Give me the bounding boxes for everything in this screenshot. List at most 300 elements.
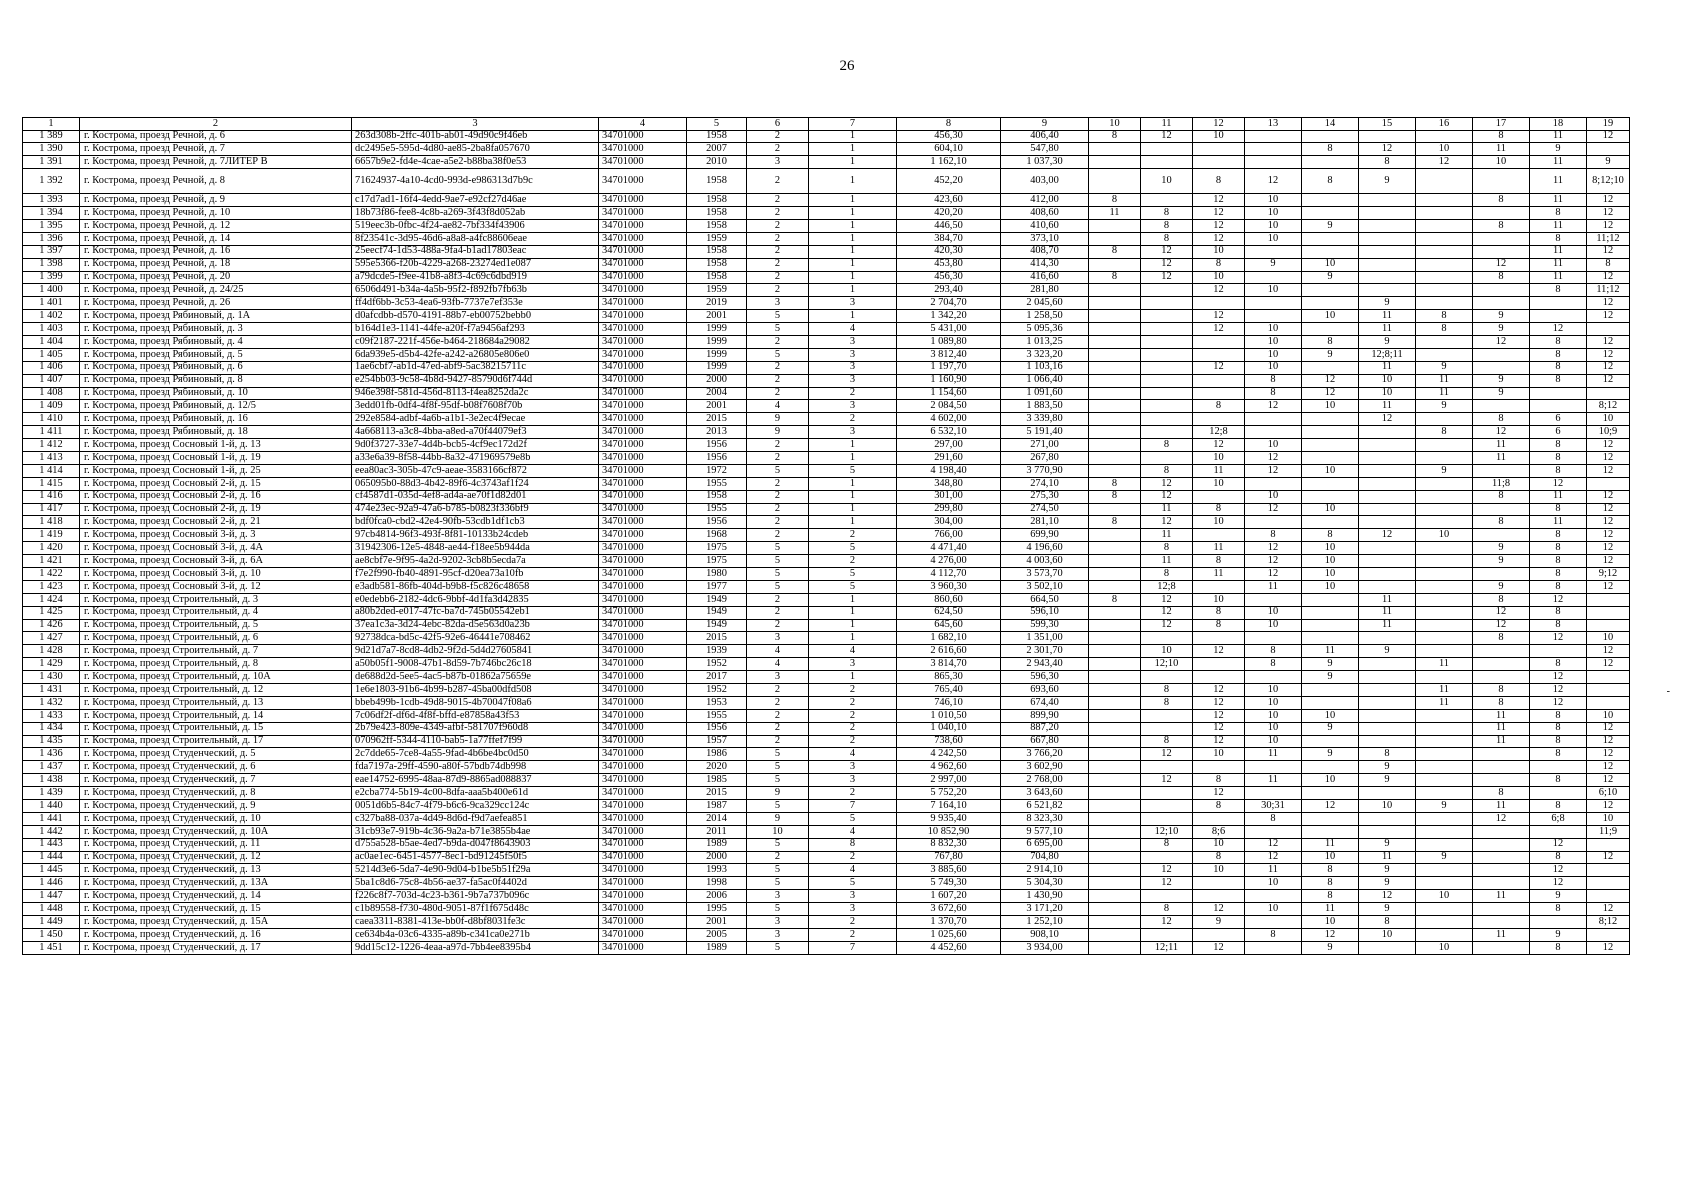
table-cell-col-8: 4 112,70 (897, 568, 1001, 581)
table-cell-col-3: 37ea1c3a-3d24-4ebc-82da-d5e563d0a23b (352, 619, 599, 632)
table-cell-col-15: 10 (1359, 928, 1416, 941)
table-cell-col-8: 2 616,60 (897, 645, 1001, 658)
table-cell-col-14 (1302, 684, 1359, 697)
table-cell-col-6: 2 (747, 503, 809, 516)
table-cell-col-7: 5 (809, 580, 897, 593)
table-cell-col-19: 12 (1587, 722, 1630, 735)
column-header-3: 3 (352, 118, 599, 131)
table-cell-col-16 (1416, 490, 1473, 503)
table-cell-col-14 (1302, 825, 1359, 838)
table-cell-col-18: 11 (1530, 194, 1587, 207)
table-cell-col-9: 406,40 (1001, 130, 1089, 143)
table-cell-col-4: 34701000 (599, 555, 687, 568)
table-cell-col-4: 34701000 (599, 219, 687, 232)
column-header-5: 5 (687, 118, 747, 131)
table-cell-col-7: 3 (809, 903, 897, 916)
table-cell-col-10: 8 (1089, 516, 1141, 529)
table-cell-col-17: 11 (1473, 709, 1530, 722)
table-cell-col-15 (1359, 658, 1416, 671)
table-cell-col-19: 12 (1587, 800, 1630, 813)
table-cell-col-5: 1939 (687, 645, 747, 658)
table-cell-col-15: 9 (1359, 169, 1416, 194)
table-cell-col-6: 3 (747, 156, 809, 169)
table-cell-col-10 (1089, 851, 1141, 864)
table-cell-col-5: 1956 (687, 516, 747, 529)
table-cell-col-7: 1 (809, 516, 897, 529)
table-cell-col-9: 2 045,60 (1001, 297, 1089, 310)
table-cell-col-9: 1 066,40 (1001, 374, 1089, 387)
table-cell-col-14: 9 (1302, 748, 1359, 761)
table-cell-col-13: 10 (1245, 735, 1302, 748)
table-cell-col-18: 12 (1530, 684, 1587, 697)
table-row (23, 335, 1630, 348)
table-cell-col-5: 1956 (687, 722, 747, 735)
table-row (23, 800, 1630, 813)
table-cell-col-4: 34701000 (599, 877, 687, 890)
table-cell-col-7: 5 (809, 812, 897, 825)
table-cell-col-5: 2019 (687, 297, 747, 310)
table-row (23, 864, 1630, 877)
table-cell-col-17: 8 (1473, 696, 1530, 709)
table-cell-col-1: 1 410 (23, 413, 80, 426)
table-cell-col-10 (1089, 297, 1141, 310)
table-cell-col-19 (1587, 671, 1630, 684)
table-cell-col-9: 887,20 (1001, 722, 1089, 735)
table-cell-col-12: 10 (1193, 864, 1245, 877)
column-header-2: 2 (80, 118, 352, 131)
table-cell-col-5: 2015 (687, 413, 747, 426)
table-cell-col-11 (1141, 671, 1193, 684)
table-cell-col-5: 1956 (687, 451, 747, 464)
table-cell-col-3: f7e2f990-fb40-4891-95cf-d20ea73a10fb (352, 568, 599, 581)
table-cell-col-11 (1141, 761, 1193, 774)
table-cell-col-8: 291,60 (897, 451, 1001, 464)
table-cell-col-10 (1089, 606, 1141, 619)
table-cell-col-14 (1302, 413, 1359, 426)
table-cell-col-15: 11 (1359, 310, 1416, 323)
table-cell-col-19 (1587, 143, 1630, 156)
table-cell-col-2: г. Кострома, проезд Строительный, д. 12 (80, 684, 352, 697)
table-cell-col-14: 11 (1302, 838, 1359, 851)
table-cell-col-10 (1089, 825, 1141, 838)
table-cell-col-2: г. Кострома, проезд Студенческий, д. 13 (80, 864, 352, 877)
table-cell-col-11: 8 (1141, 464, 1193, 477)
table-cell-col-11 (1141, 194, 1193, 207)
column-header-18: 18 (1530, 118, 1587, 131)
table-cell-col-16 (1416, 916, 1473, 929)
table-cell-col-3: eea80ac3-305b-47c9-aeae-3583166cf872 (352, 464, 599, 477)
table-cell-col-15: 12 (1359, 529, 1416, 542)
table-cell-col-19: 11;9 (1587, 825, 1630, 838)
table-cell-col-11: 8 (1141, 838, 1193, 851)
table-cell-col-13 (1245, 916, 1302, 929)
table-row (23, 374, 1630, 387)
column-header-16: 16 (1416, 118, 1473, 131)
table-cell-col-7: 3 (809, 761, 897, 774)
table-cell-col-11: 8 (1141, 207, 1193, 220)
table-cell-col-4: 34701000 (599, 477, 687, 490)
table-cell-col-4: 34701000 (599, 348, 687, 361)
table-cell-col-8: 6 532,10 (897, 426, 1001, 439)
table-cell-col-15: 10 (1359, 800, 1416, 813)
table-cell-col-7: 4 (809, 864, 897, 877)
table-cell-col-3: 3edd01fb-0df4-4f8f-95df-b08f7608f70b (352, 400, 599, 413)
table-cell-col-13: 8 (1245, 529, 1302, 542)
table-cell-col-1: 1 417 (23, 503, 80, 516)
table-cell-col-13: 10 (1245, 684, 1302, 697)
table-cell-col-7: 1 (809, 130, 897, 143)
table-cell-col-19: 10 (1587, 632, 1630, 645)
table-cell-col-6: 4 (747, 645, 809, 658)
table-cell-col-7: 2 (809, 851, 897, 864)
table-cell-col-8: 4 242,50 (897, 748, 1001, 761)
table-cell-col-15 (1359, 580, 1416, 593)
table-cell-col-19 (1587, 696, 1630, 709)
table-cell-col-2: г. Кострома, проезд Студенческий, д. 8 (80, 787, 352, 800)
table-cell-col-2: г. Кострома, проезд Строительный, д. 15 (80, 722, 352, 735)
table-cell-col-18: 11 (1530, 271, 1587, 284)
table-cell-col-18 (1530, 645, 1587, 658)
table-cell-col-10 (1089, 310, 1141, 323)
table-cell-col-5: 1986 (687, 748, 747, 761)
table-cell-col-15: 11 (1359, 361, 1416, 374)
table-cell-col-9: 899,90 (1001, 709, 1089, 722)
table-cell-col-10 (1089, 335, 1141, 348)
table-cell-col-14: 8 (1302, 864, 1359, 877)
table-cell-col-7: 5 (809, 464, 897, 477)
table-cell-col-3: 474e23ec-92a9-47a6-b785-b0823f336bf9 (352, 503, 599, 516)
table-cell-col-13 (1245, 941, 1302, 954)
table-cell-col-8: 1 162,10 (897, 156, 1001, 169)
table-cell-col-5: 2000 (687, 851, 747, 864)
table-cell-col-3: 18b73f86-fee8-4c8b-a269-3f43f8d052ab (352, 207, 599, 220)
table-cell-col-19: 9 (1587, 156, 1630, 169)
table-cell-col-17: 11 (1473, 928, 1530, 941)
table-cell-col-16 (1416, 542, 1473, 555)
table-cell-col-6: 5 (747, 903, 809, 916)
table-cell-col-2: г. Кострома, проезд Строительный, д. 14 (80, 709, 352, 722)
table-cell-col-11: 8 (1141, 439, 1193, 452)
table-cell-col-4: 34701000 (599, 684, 687, 697)
table-cell-col-10 (1089, 348, 1141, 361)
table-cell-col-1: 1 442 (23, 825, 80, 838)
table-cell-col-7: 4 (809, 645, 897, 658)
table-cell-col-12: 8 (1193, 258, 1245, 271)
table-cell-col-11: 11 (1141, 555, 1193, 568)
table-cell-col-5: 1958 (687, 490, 747, 503)
table-cell-col-15: 12 (1359, 143, 1416, 156)
table-cell-col-14: 10 (1302, 774, 1359, 787)
table-cell-col-12: 10 (1193, 245, 1245, 258)
table-cell-col-9: 5 191,40 (1001, 426, 1089, 439)
table-cell-col-3: 263d308b-2ffc-401b-ab01-49d90c9f46eb (352, 130, 599, 143)
table-cell-col-7: 1 (809, 207, 897, 220)
table-cell-col-18: 8 (1530, 619, 1587, 632)
table-cell-col-2: г. Кострома, проезд Рябиновый, д. 5 (80, 348, 352, 361)
table-cell-col-5: 2001 (687, 310, 747, 323)
table-cell-col-9: 1 037,30 (1001, 156, 1089, 169)
table-cell-col-16 (1416, 645, 1473, 658)
table-cell-col-1: 1 431 (23, 684, 80, 697)
table-cell-col-1: 1 403 (23, 323, 80, 336)
table-cell-col-13 (1245, 413, 1302, 426)
table-row (23, 130, 1630, 143)
table-cell-col-9: 547,80 (1001, 143, 1089, 156)
table-cell-col-19: 9;12 (1587, 568, 1630, 581)
table-cell-col-4: 34701000 (599, 297, 687, 310)
table-cell-col-1: 1 418 (23, 516, 80, 529)
table-cell-col-4: 34701000 (599, 413, 687, 426)
table-cell-col-1: 1 404 (23, 335, 80, 348)
table-cell-col-18: 8 (1530, 941, 1587, 954)
table-cell-col-3: 31cb93e7-919b-4c36-9a2a-b71e3855b4ae (352, 825, 599, 838)
table-row (23, 684, 1630, 697)
table-cell-col-8: 860,60 (897, 593, 1001, 606)
table-row (23, 194, 1630, 207)
table-cell-col-6: 5 (747, 774, 809, 787)
table-cell-col-2: г. Кострома, проезд Речной, д. 26 (80, 297, 352, 310)
table-cell-col-1: 1 414 (23, 464, 80, 477)
table-cell-col-17: 12 (1473, 812, 1530, 825)
table-cell-col-11: 8 (1141, 696, 1193, 709)
table-cell-col-2: г. Кострома, проезд Рябиновый, д. 6 (80, 361, 352, 374)
table-row (23, 426, 1630, 439)
table-cell-col-16 (1416, 709, 1473, 722)
table-cell-col-4: 34701000 (599, 542, 687, 555)
table-cell-col-14: 9 (1302, 671, 1359, 684)
table-cell-col-3: ce634b4a-03c6-4335-a89b-c341ca0e271b (352, 928, 599, 941)
table-cell-col-8: 746,10 (897, 696, 1001, 709)
table-cell-col-1: 1 425 (23, 606, 80, 619)
table-cell-col-11: 12 (1141, 245, 1193, 258)
table-cell-col-8: 420,20 (897, 207, 1001, 220)
table-cell-col-18: 8 (1530, 722, 1587, 735)
table-cell-col-19: 12 (1587, 748, 1630, 761)
table-cell-col-5: 1949 (687, 606, 747, 619)
table-cell-col-14: 12 (1302, 387, 1359, 400)
table-cell-col-6: 9 (747, 812, 809, 825)
table-cell-col-5: 2001 (687, 916, 747, 929)
table-cell-col-7: 3 (809, 658, 897, 671)
table-cell-col-9: 274,10 (1001, 477, 1089, 490)
table-cell-col-16: 9 (1416, 851, 1473, 864)
table-cell-col-14: 10 (1302, 568, 1359, 581)
table-row (23, 709, 1630, 722)
table-cell-col-14: 9 (1302, 348, 1359, 361)
table-cell-col-5: 1958 (687, 271, 747, 284)
table-cell-col-16: 10 (1416, 890, 1473, 903)
table-cell-col-1: 1 390 (23, 143, 80, 156)
table-cell-col-16 (1416, 271, 1473, 284)
table-cell-col-9: 412,00 (1001, 194, 1089, 207)
table-cell-col-16 (1416, 787, 1473, 800)
table-cell-col-1: 1 440 (23, 800, 80, 813)
table-cell-col-10 (1089, 323, 1141, 336)
table-cell-col-14 (1302, 284, 1359, 297)
table-cell-col-6: 3 (747, 916, 809, 929)
table-cell-col-19: 12 (1587, 903, 1630, 916)
table-cell-col-8: 1 154,60 (897, 387, 1001, 400)
table-cell-col-3: a50b05f1-9008-47b1-8d59-7b746bc26c18 (352, 658, 599, 671)
table-cell-col-17 (1473, 941, 1530, 954)
table-cell-col-1: 1 447 (23, 890, 80, 903)
table-cell-col-12: 12 (1193, 735, 1245, 748)
table-cell-col-8: 3 812,40 (897, 348, 1001, 361)
table-cell-col-19: 12 (1587, 529, 1630, 542)
table-cell-col-6: 3 (747, 671, 809, 684)
table-row (23, 787, 1630, 800)
table-cell-col-8: 3 885,60 (897, 864, 1001, 877)
table-cell-col-17: 9 (1473, 323, 1530, 336)
table-cell-col-5: 1958 (687, 194, 747, 207)
table-cell-col-7: 2 (809, 696, 897, 709)
table-cell-col-19: 12 (1587, 761, 1630, 774)
table-cell-col-13: 8 (1245, 812, 1302, 825)
table-cell-col-2: г. Кострома, проезд Студенческий, д. 14 (80, 890, 352, 903)
table-cell-col-6: 5 (747, 761, 809, 774)
table-cell-col-15 (1359, 684, 1416, 697)
table-cell-col-18: 8 (1530, 800, 1587, 813)
table-cell-col-12: 12 (1193, 361, 1245, 374)
table-cell-col-1: 1 402 (23, 310, 80, 323)
table-cell-col-11 (1141, 374, 1193, 387)
table-cell-col-16 (1416, 284, 1473, 297)
table-cell-col-3: 070962ff-5344-4110-bab5-1a77ffef7f99 (352, 735, 599, 748)
table-cell-col-19: 12 (1587, 194, 1630, 207)
table-cell-col-7: 3 (809, 297, 897, 310)
table-cell-col-6: 5 (747, 542, 809, 555)
table-cell-col-3: 1e6e1803-91b6-4b99-b287-45ba00dfd508 (352, 684, 599, 697)
table-cell-col-18: 8 (1530, 374, 1587, 387)
table-cell-col-9: 2 768,00 (1001, 774, 1089, 787)
table-cell-col-15 (1359, 490, 1416, 503)
table-cell-col-7: 4 (809, 323, 897, 336)
table-cell-col-16: 10 (1416, 143, 1473, 156)
table-cell-col-18: 8 (1530, 284, 1587, 297)
table-cell-col-2: г. Кострома, проезд Речной, д. 14 (80, 232, 352, 245)
table-cell-col-18: 8 (1530, 580, 1587, 593)
table-cell-col-4: 34701000 (599, 426, 687, 439)
table-cell-col-7: 2 (809, 529, 897, 542)
table-cell-col-9: 410,60 (1001, 219, 1089, 232)
table-cell-col-12: 10 (1193, 838, 1245, 851)
table-cell-col-13 (1245, 130, 1302, 143)
table-cell-col-17: 8 (1473, 130, 1530, 143)
table-cell-col-17 (1473, 400, 1530, 413)
table-cell-col-10 (1089, 735, 1141, 748)
column-header-15: 15 (1359, 118, 1416, 131)
table-cell-col-10 (1089, 658, 1141, 671)
table-cell-col-19: 12 (1587, 774, 1630, 787)
table-cell-col-15: 11 (1359, 400, 1416, 413)
table-cell-col-17 (1473, 297, 1530, 310)
table-cell-col-17: 11 (1473, 800, 1530, 813)
table-cell-col-4: 34701000 (599, 645, 687, 658)
table-cell-col-15: 10 (1359, 374, 1416, 387)
table-cell-col-15: 8 (1359, 156, 1416, 169)
table-cell-col-5: 1955 (687, 503, 747, 516)
table-cell-col-2: г. Кострома, проезд Строительный, д. 8 (80, 658, 352, 671)
table-cell-col-9: 3 602,90 (1001, 761, 1089, 774)
table-cell-col-12 (1193, 387, 1245, 400)
table-cell-col-12: 11 (1193, 464, 1245, 477)
table-cell-col-6: 5 (747, 580, 809, 593)
table-cell-col-4: 34701000 (599, 323, 687, 336)
table-cell-col-15: 11 (1359, 606, 1416, 619)
table-cell-col-3: 519eec3b-0fbc-4f24-ae82-7bf334f43906 (352, 219, 599, 232)
table-cell-col-12: 12 (1193, 684, 1245, 697)
table-cell-col-18: 8 (1530, 348, 1587, 361)
table-cell-col-11 (1141, 800, 1193, 813)
table-cell-col-3: 5214d3e6-5da7-4e90-9d04-b1be5b51f29a (352, 864, 599, 877)
table-cell-col-7: 1 (809, 632, 897, 645)
table-cell-col-10 (1089, 800, 1141, 813)
table-row (23, 245, 1630, 258)
table-cell-col-15: 11 (1359, 619, 1416, 632)
table-cell-col-2: г. Кострома, проезд Строительный, д. 13 (80, 696, 352, 709)
table-cell-col-9: 1 430,90 (1001, 890, 1089, 903)
table-cell-col-16 (1416, 348, 1473, 361)
table-cell-col-7: 5 (809, 568, 897, 581)
table-cell-col-1: 1 420 (23, 542, 80, 555)
table-cell-col-4: 34701000 (599, 130, 687, 143)
table-cell-col-1: 1 399 (23, 271, 80, 284)
table-cell-col-14: 9 (1302, 219, 1359, 232)
table-cell-col-6: 2 (747, 851, 809, 864)
table-cell-col-19: 12 (1587, 207, 1630, 220)
table-cell-col-5: 1953 (687, 696, 747, 709)
table-cell-col-13: 12 (1245, 838, 1302, 851)
table-cell-col-12: 12 (1193, 310, 1245, 323)
table-cell-col-4: 34701000 (599, 400, 687, 413)
table-cell-col-8: 2 997,00 (897, 774, 1001, 787)
table-cell-col-10 (1089, 361, 1141, 374)
table-cell-col-2: г. Кострома, проезд Рябиновый, д. 16 (80, 413, 352, 426)
table-cell-col-16: 8 (1416, 310, 1473, 323)
table-cell-col-4: 34701000 (599, 916, 687, 929)
table-cell-col-5: 1999 (687, 348, 747, 361)
table-cell-col-15: 9 (1359, 774, 1416, 787)
table-cell-col-9: 674,40 (1001, 696, 1089, 709)
table-cell-col-3: 2c7dde65-7ce8-4a55-9fad-4b6be4bc0d50 (352, 748, 599, 761)
table-cell-col-5: 1989 (687, 838, 747, 851)
table-cell-col-2: г. Кострома, проезд Сосновый 1-й, д. 13 (80, 439, 352, 452)
table-cell-col-1: 1 423 (23, 580, 80, 593)
table-cell-col-17: 11;8 (1473, 477, 1530, 490)
table-cell-col-3: a33e6a39-8f58-44bb-8a32-471969579e8b (352, 451, 599, 464)
table-cell-col-15: 9 (1359, 864, 1416, 877)
table-cell-col-2: г. Кострома, проезд Рябиновый, д. 10 (80, 387, 352, 400)
table-row (23, 284, 1630, 297)
table-cell-col-5: 1958 (687, 245, 747, 258)
table-cell-col-17: 9 (1473, 310, 1530, 323)
table-cell-col-9: 6 521,82 (1001, 800, 1089, 813)
table-cell-col-18: 6;8 (1530, 812, 1587, 825)
table-cell-col-19 (1587, 864, 1630, 877)
table-cell-col-9: 1 883,50 (1001, 400, 1089, 413)
table-cell-col-15 (1359, 542, 1416, 555)
table-cell-col-18: 9 (1530, 143, 1587, 156)
table-cell-col-1: 1 436 (23, 748, 80, 761)
table-cell-col-12 (1193, 928, 1245, 941)
table-cell-col-4: 34701000 (599, 851, 687, 864)
table-cell-col-2: г. Кострома, проезд Сосновый 2-й, д. 15 (80, 477, 352, 490)
table-cell-col-15: 9 (1359, 877, 1416, 890)
table-cell-col-10 (1089, 400, 1141, 413)
table-cell-col-5: 2005 (687, 928, 747, 941)
table-cell-col-13 (1245, 890, 1302, 903)
table-cell-col-1: 1 434 (23, 722, 80, 735)
